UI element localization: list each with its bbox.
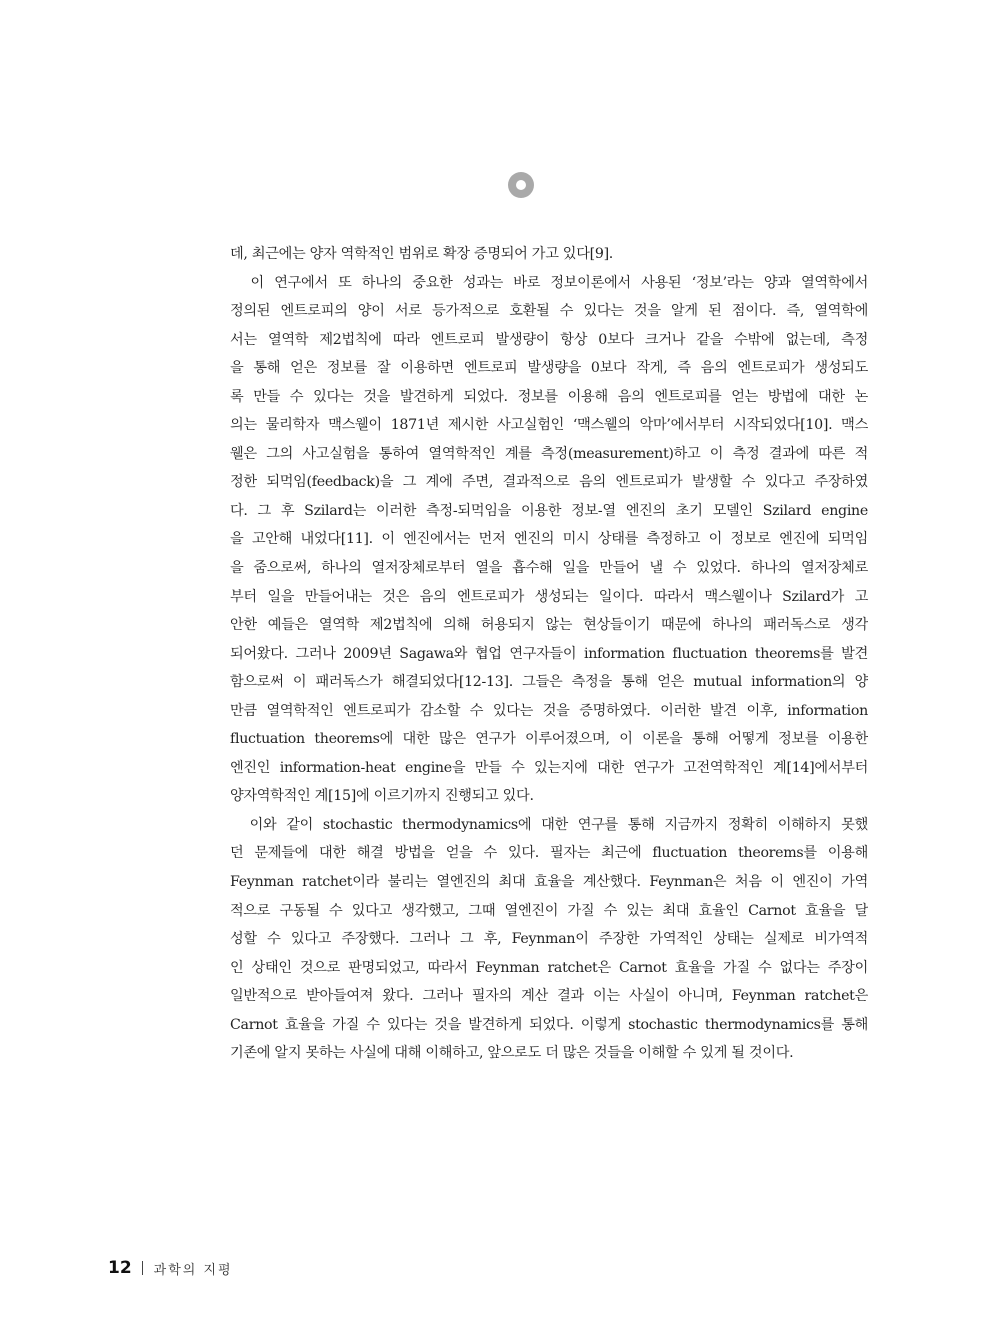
text-line: 을 줌으로써, 하나의 열저장체로부터 열을 흡수해 일을 만들어 낼 수 있었다. 하나의 열저장체로 xyxy=(230,560,868,577)
text-line: 록 만들 수 있다는 것을 발견하게 되었다. 정보를 이용해 음의 엔트로피를 얻는 방법에 대한 논 xyxy=(230,388,868,405)
body-text xyxy=(230,240,868,1068)
text-line: 정의된 엔트로피의 양이 서로 등가적으로 호환될 수 있다는 것을 알게 된 점이다. 즉, 열역학에 xyxy=(230,303,868,320)
text-line: 성할 수 있다고 주장했다. 그러나 그 후, Feynman이 주장한 가역적인 상태는 실제로 비가역적 xyxy=(230,931,868,948)
text-line: 되어왔다. 그러나 2009년 Sagawa와 협업 연구자들이 information fluctuation theorems를 발견 xyxy=(230,645,868,662)
text-line: 을 통해 얻은 정보를 잘 이용하면 엔트로피 발생량을 0보다 작게, 즉 음의 엔트로피가 생성되도 xyxy=(230,360,868,377)
text-line: 의는 물리학자 맥스웰이 1871년 제시한 사고실험인 ‘맥스웰의 악마’에서부터 시작되었다[10]. 맥스 xyxy=(230,417,868,434)
text-line: 만큼 열역학적인 엔트로피가 감소할 수 있다는 것을 증명하였다. 이러한 발견 이후, information xyxy=(230,702,868,719)
text-line: 함으로써 이 패러독스가 해결되었다[12-13]. 그들은 측정을 통해 얻은 mutual information의 양 xyxy=(230,674,868,691)
text-line: 인 상태인 것으로 판명되었고, 따라서 Feynman ratchet은 Carnot 효율을 가질 수 없다는 주장이 xyxy=(230,959,868,976)
footer-divider xyxy=(142,1261,143,1275)
text-line: 일반적으로 받아들여져 왔다. 그러나 필자의 계산 결과 이는 사실이 아니며, Feynman ratchet은 xyxy=(230,988,868,1005)
text-line: 이 연구에서 또 하나의 중요한 성과는 바로 정보이론에서 사용된 ‘정보’라는 양과 열역학에서 xyxy=(230,274,868,291)
text-line: Feynman ratchet이라 불리는 열엔진의 최대 효율을 계산했다. Feynman은 처음 이 엔진이 가역 xyxy=(230,874,868,891)
text-line: 웰은 그의 사고실험을 통하여 열역학적인 계를 측정(measurement)하고 이 측정 결과에 따른 적 xyxy=(230,445,868,462)
text-line: 적으로 구동될 수 있다고 생각했고, 그때 열엔진이 가질 수 있는 최대 효율인 Carnot 효율을 달 xyxy=(230,902,868,919)
page-footer xyxy=(108,1258,233,1278)
text-line: 데, 최근에는 양자 역학적인 범위로 확장 증명되어 가고 있다[9]. xyxy=(230,246,614,262)
text-line: 서는 열역학 제2법칙에 따라 엔트로피 발생량이 항상 0보다 크거나 같을 수밖에 없는데, 측정 xyxy=(230,331,868,348)
journal-name: 과학의 지평 xyxy=(153,1262,233,1278)
text-line: 기존에 알지 못하는 사실에 대해 이해하고, 앞으로도 더 많은 것들을 이해할 수 있게 될 것이다. xyxy=(230,1045,794,1062)
text-line: 양자역학적인 계[15]에 이르기까지 진행되고 있다. xyxy=(230,788,534,805)
text-line: fluctuation theorems에 대한 많은 연구가 이루어졌으며, 이 이론을 통해 어떻게 정보를 이용한 xyxy=(230,731,868,748)
text-line: 던 문제들에 대한 해결 방법을 얻을 수 있다. 필자는 최근에 fluctuation theorems를 이용해 xyxy=(230,845,868,862)
text-line: 부터 일을 만들어내는 것은 음의 엔트로피가 생성되는 일이다. 따라서 맥스웰이나 Szilard가 고 xyxy=(230,588,868,605)
text-line: 이와 같이 stochastic thermodynamics에 대한 연구를 통해 지금까지 정확히 이해하지 못했 xyxy=(230,816,868,833)
text-line: 안한 예들은 열역학 제2법칙에 의해 허용되지 않는 현상들이기 때문에 하나의 패러독스로 생각 xyxy=(230,617,868,634)
decorative-circle-icon xyxy=(508,172,534,198)
text-line: 정한 되먹임(feedback)을 그 계에 주면, 결과적으로 음의 엔트로피가 발생할 수 있다고 주장하였 xyxy=(230,474,868,491)
text-line: 다. 그 후 Szilard는 이러한 측정-되먹임을 이용한 정보-열 엔진의 초기 모델인 Szilard engine xyxy=(230,502,868,519)
text-line: 엔진인 information-heat engine을 만들 수 있는지에 대한 연구가 고전역학적인 계[14]에서부터 xyxy=(230,759,868,776)
text-line: 을 고안해 내었다[11]. 이 엔진에서는 먼저 엔진의 미시 상태를 측정하고 이 정보로 엔진에 되먹임 xyxy=(230,531,868,548)
text-line: Carnot 효율을 가질 수 있다는 것을 발견하게 되었다. 이렇게 stochastic thermodynamics를 통해 xyxy=(230,1016,868,1033)
page-number: 12 xyxy=(108,1258,132,1278)
